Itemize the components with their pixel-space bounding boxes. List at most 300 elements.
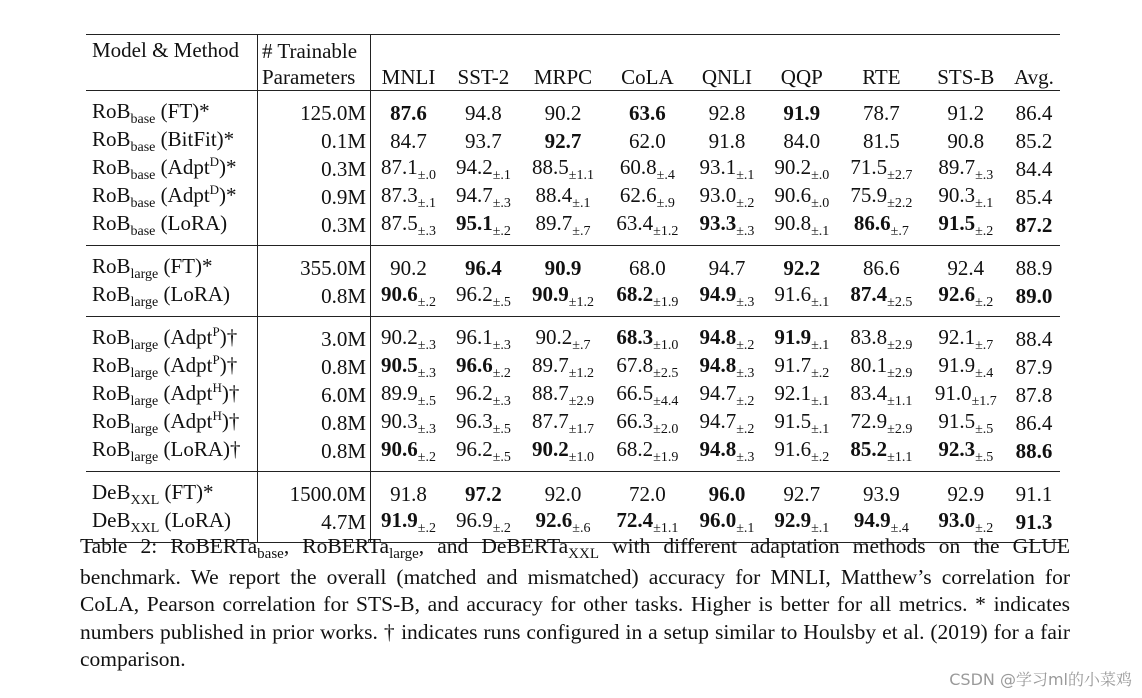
score-cell — [764, 437, 839, 465]
model-method-cell — [86, 381, 258, 409]
model-base: DeB — [92, 508, 131, 532]
score-cell — [371, 155, 447, 183]
score-value: 60.8 — [619, 155, 657, 179]
score-value: 94.2 — [455, 155, 493, 179]
score-value: 92.8 — [708, 100, 746, 125]
method-tail: )† — [219, 353, 238, 377]
score-std: ±1.0 — [568, 450, 594, 465]
model-size: large — [130, 450, 159, 465]
score-value: 89.9 — [381, 381, 418, 405]
gap-cell — [86, 317, 258, 325]
score-cell — [764, 353, 839, 381]
score-value: 94.7 — [699, 381, 737, 405]
score-value: 72.0 — [629, 481, 666, 506]
score-value: 90.2 — [390, 255, 427, 280]
score-value: 90.6 — [381, 282, 418, 306]
score-cell — [521, 409, 605, 437]
score-cell — [605, 183, 689, 211]
params-cell: 6.0M — [258, 381, 371, 409]
score-value: 87.5 — [381, 211, 418, 235]
header-task: STS-B — [937, 65, 995, 89]
score-cell — [839, 381, 923, 409]
score-cell — [446, 127, 521, 155]
model-method-cell — [86, 325, 258, 353]
model-base: RoB — [92, 211, 131, 235]
avg-cell — [1008, 282, 1060, 310]
score-value: 72.4 — [616, 508, 654, 532]
method-name: (FT)* — [160, 99, 210, 123]
row-gap — [86, 91, 1060, 99]
gap-cell — [258, 91, 371, 99]
score-cell — [839, 183, 923, 211]
model-method-cell — [86, 211, 258, 239]
score-value: 97.2 — [465, 481, 502, 506]
results-table-container — [86, 34, 1060, 543]
score-std: ±.1 — [736, 521, 755, 536]
method-name: (LoRA) — [164, 508, 232, 532]
method-tail: )* — [219, 183, 237, 207]
score-cell — [446, 155, 521, 183]
score-cell — [839, 282, 923, 310]
score-cell — [371, 437, 447, 465]
score-value: 68.0 — [629, 255, 666, 280]
score-cell — [690, 155, 765, 183]
score-value: 72.9 — [850, 409, 888, 433]
method-name: (Adpt — [163, 409, 213, 433]
score-cell — [371, 409, 447, 437]
score-value: 88.4 — [1015, 326, 1053, 351]
score-value: 91.1 — [1015, 481, 1053, 506]
score-cell — [605, 99, 689, 127]
score-value: 90.5 — [381, 353, 418, 377]
score-cell — [924, 508, 1008, 536]
avg-cell — [1008, 183, 1060, 211]
score-value: 96.4 — [465, 255, 502, 280]
table-row — [86, 183, 1060, 211]
model-size: large — [130, 295, 159, 310]
score-value: 93.9 — [863, 481, 900, 506]
model-size: large — [130, 422, 159, 437]
score-value: 80.1 — [850, 353, 888, 377]
score-std: ±.5 — [975, 422, 994, 437]
score-cell — [371, 127, 447, 155]
table-row — [86, 508, 1060, 536]
score-std: ±2.5 — [887, 295, 913, 310]
score-cell — [521, 183, 605, 211]
score-value: 75.9 — [850, 183, 888, 207]
score-std: ±2.7 — [887, 168, 913, 183]
model-method-cell — [86, 480, 258, 508]
score-value: 66.3 — [616, 409, 654, 433]
score-cell — [371, 211, 447, 239]
score-value: 68.3 — [616, 325, 654, 349]
score-cell — [764, 155, 839, 183]
model-base: RoB — [92, 381, 131, 405]
params-cell: 0.3M — [258, 211, 371, 239]
method-name: (Adpt — [160, 183, 210, 207]
method-name: (Adpt — [163, 353, 213, 377]
score-cell — [924, 353, 1008, 381]
score-cell — [924, 437, 1008, 465]
score-std: ±.3 — [736, 224, 755, 239]
score-value: 68.2 — [616, 437, 654, 461]
method-tail: )† — [219, 325, 238, 349]
caption-prefix: Table 2: RoBERTa — [80, 534, 258, 558]
model-method-cell — [86, 353, 258, 381]
score-value: 62.0 — [629, 128, 666, 153]
header-task-avg: Avg. — [1014, 65, 1054, 89]
score-value: 91.5 — [938, 409, 976, 433]
score-value: 96.2 — [455, 282, 493, 306]
score-cell — [605, 282, 689, 310]
score-value: 93.0 — [938, 508, 976, 532]
score-value: 87.6 — [390, 100, 427, 125]
score-value: 83.4 — [850, 381, 888, 405]
score-value: 88.5 — [532, 155, 569, 179]
score-cell — [839, 325, 923, 353]
score-cell — [924, 254, 1008, 282]
score-value: 90.8 — [774, 211, 812, 235]
score-value: 88.4 — [535, 183, 573, 207]
score-value: 91.0 — [934, 381, 972, 405]
score-cell — [521, 353, 605, 381]
score-std: ±4.4 — [653, 394, 679, 409]
score-cell — [839, 99, 923, 127]
model-size: large — [130, 338, 159, 353]
model-base: RoB — [92, 282, 131, 306]
score-std: ±.2 — [975, 295, 994, 310]
params-cell: 0.9M — [258, 183, 371, 211]
score-value: 92.7 — [544, 128, 582, 153]
score-std: ±.2 — [736, 196, 755, 211]
score-std: ±.2 — [736, 394, 755, 409]
score-value: 94.8 — [699, 325, 737, 349]
score-std: ±.2 — [417, 521, 436, 536]
score-std: ±.2 — [736, 338, 755, 353]
score-value: 90.3 — [938, 183, 976, 207]
score-std: ±2.9 — [568, 394, 594, 409]
score-cell — [764, 254, 839, 282]
score-std: ±.1 — [811, 521, 830, 536]
score-value: 96.6 — [455, 353, 493, 377]
score-value: 90.2 — [532, 437, 569, 461]
header-params — [258, 35, 371, 91]
score-cell — [690, 183, 765, 211]
avg-cell — [1008, 155, 1060, 183]
score-std: ±.1 — [811, 394, 830, 409]
gap-cell — [86, 91, 258, 99]
score-cell — [764, 183, 839, 211]
score-value: 86.4 — [1015, 100, 1053, 125]
score-std: ±.5 — [492, 295, 511, 310]
header-task: MRPC — [533, 65, 593, 89]
params-cell: 1500.0M — [258, 480, 371, 508]
score-value: 96.0 — [708, 481, 746, 506]
score-value: 93.0 — [699, 183, 737, 207]
score-cell — [690, 353, 765, 381]
score-std: ±2.0 — [653, 422, 679, 437]
score-std: ±.3 — [736, 450, 755, 465]
header-row — [86, 35, 1060, 91]
score-std: ±.1 — [811, 338, 830, 353]
score-cell — [371, 282, 447, 310]
score-value: 90.2 — [381, 325, 418, 349]
caption-sub-large: large — [389, 546, 419, 562]
score-std: ±1.2 — [568, 366, 594, 381]
score-std: ±.5 — [975, 450, 994, 465]
score-std: ±.3 — [492, 394, 511, 409]
method-name: (LoRA)† — [163, 437, 241, 461]
score-std: ±.1 — [811, 422, 830, 437]
params-cell: 0.8M — [258, 353, 371, 381]
table-row — [86, 211, 1060, 239]
score-std: ±.5 — [492, 422, 511, 437]
header-params-line1: # Trainable — [262, 39, 358, 63]
score-value: 96.2 — [455, 381, 493, 405]
score-value: 86.6 — [863, 255, 900, 280]
row-gap — [86, 246, 1060, 254]
model-size: XXL — [130, 521, 160, 536]
gap-cell — [258, 472, 371, 480]
avg-cell — [1008, 480, 1060, 508]
score-value: 92.4 — [947, 255, 985, 280]
score-std: ±1.1 — [887, 450, 913, 465]
score-value: 92.3 — [938, 437, 976, 461]
score-value: 87.9 — [1015, 354, 1053, 379]
model-method-cell — [86, 127, 258, 155]
score-value: 91.5 — [938, 211, 976, 235]
params-cell: 125.0M — [258, 99, 371, 127]
score-std: ±.4 — [656, 168, 675, 183]
score-std: ±.2 — [417, 450, 436, 465]
score-value: 96.0 — [699, 508, 737, 532]
score-value: 89.7 — [938, 155, 976, 179]
score-value: 90.3 — [381, 409, 418, 433]
caption-mid1: , RoBERTa — [283, 534, 390, 558]
score-std: ±.4 — [890, 521, 909, 536]
score-cell — [605, 409, 689, 437]
model-base: RoB — [92, 437, 131, 461]
header-model-method: Model & Method — [92, 38, 239, 62]
score-cell — [924, 155, 1008, 183]
score-cell — [924, 409, 1008, 437]
score-value: 93.7 — [465, 128, 502, 153]
score-std: ±.2 — [736, 422, 755, 437]
score-std: ±.3 — [417, 366, 436, 381]
model-method-cell — [86, 183, 258, 211]
score-value: 85.2 — [1015, 128, 1053, 153]
score-value: 92.6 — [535, 508, 573, 532]
model-size: base — [130, 168, 156, 183]
method-superscript: P — [212, 352, 220, 367]
score-std: ±.3 — [492, 196, 511, 211]
model-base: RoB — [92, 353, 131, 377]
score-std: ±2.2 — [887, 196, 913, 211]
score-value: 87.2 — [1015, 212, 1053, 237]
method-superscript: D — [209, 182, 220, 197]
score-value: 93.1 — [699, 155, 737, 179]
score-value: 83.8 — [850, 325, 888, 349]
score-value: 94.7 — [455, 183, 493, 207]
score-cell — [446, 480, 521, 508]
score-cell — [371, 381, 447, 409]
score-value: 81.5 — [863, 128, 900, 153]
score-value: 92.9 — [947, 481, 985, 506]
header-task: QQP — [780, 65, 823, 89]
table-row — [86, 409, 1060, 437]
header-task: CoLA — [621, 65, 674, 89]
score-value: 66.5 — [616, 381, 654, 405]
table-row — [86, 381, 1060, 409]
score-cell — [446, 325, 521, 353]
method-name: (Adpt — [163, 381, 213, 405]
score-value: 91.6 — [774, 437, 812, 461]
score-cell — [924, 480, 1008, 508]
score-cell — [371, 325, 447, 353]
score-value: 88.7 — [532, 381, 569, 405]
gap-cell — [371, 317, 1061, 325]
model-base: RoB — [92, 155, 131, 179]
score-value: 91.5 — [774, 409, 812, 433]
gap-cell — [371, 246, 1061, 254]
model-base: RoB — [92, 409, 131, 433]
score-cell — [764, 409, 839, 437]
score-value: 87.7 — [532, 409, 569, 433]
score-cell — [446, 409, 521, 437]
score-cell — [839, 437, 923, 465]
score-std: ±1.2 — [568, 295, 594, 310]
score-cell — [839, 254, 923, 282]
score-std: ±.2 — [417, 295, 436, 310]
score-std: ±.9 — [656, 196, 675, 211]
score-std: ±.3 — [417, 224, 436, 239]
score-std: ±.5 — [492, 450, 511, 465]
score-cell — [605, 353, 689, 381]
method-superscript: D — [209, 154, 220, 169]
score-value: 90.2 — [535, 325, 573, 349]
score-std: ±.6 — [572, 521, 591, 536]
table-row — [86, 480, 1060, 508]
score-cell — [605, 211, 689, 239]
score-cell — [690, 127, 765, 155]
gap-cell — [258, 317, 371, 325]
avg-cell — [1008, 381, 1060, 409]
score-value: 84.0 — [783, 128, 821, 153]
score-cell — [605, 325, 689, 353]
model-method-cell — [86, 508, 258, 536]
score-std: ±.3 — [975, 168, 994, 183]
score-value: 91.6 — [774, 282, 812, 306]
gap-cell — [371, 472, 1061, 480]
score-std: ±.4 — [975, 366, 994, 381]
score-value: 93.3 — [699, 211, 737, 235]
method-name: (FT)* — [164, 480, 214, 504]
score-cell — [371, 254, 447, 282]
caption-sub-base: base — [257, 546, 284, 562]
score-value: 96.1 — [455, 325, 493, 349]
method-name: (BitFit)* — [160, 127, 235, 151]
score-std: ±.2 — [492, 366, 511, 381]
score-value: 86.6 — [853, 211, 891, 235]
score-cell — [371, 508, 447, 536]
caption-rest: with different adaptation methods on the GLUE benchmark. We report the overall (matched and mismatched) accuracy for MNLI, Matthew’s correlation for CoLA, Pearson correlation for STS-B, and accuracy for other tasks. Higher is better for all metrics. * indicates numbers published in prior works. † indicates runs configured in a setup similar to Houlsby et al. (2019) for a fair comparison. — [80, 534, 1071, 672]
score-cell — [924, 325, 1008, 353]
table-row — [86, 155, 1060, 183]
score-std: ±1.1 — [568, 168, 594, 183]
score-cell — [839, 480, 923, 508]
score-value: 85.2 — [850, 437, 888, 461]
score-cell — [839, 353, 923, 381]
score-cell — [764, 127, 839, 155]
score-value: 92.2 — [783, 255, 821, 280]
csdn-watermark: CSDN @学习ml的小菜鸡 — [949, 670, 1132, 689]
score-std: ±.2 — [492, 521, 511, 536]
score-value: 78.7 — [863, 100, 900, 125]
gap-cell — [371, 91, 1061, 99]
score-cell — [521, 155, 605, 183]
model-base: RoB — [92, 325, 131, 349]
method-superscript: P — [212, 324, 220, 339]
score-value: 87.1 — [381, 155, 418, 179]
score-cell — [371, 183, 447, 211]
score-std: ±.1 — [492, 168, 511, 183]
score-cell — [690, 409, 765, 437]
score-value: 94.8 — [699, 437, 737, 461]
score-value: 90.9 — [532, 282, 569, 306]
params-cell: 0.8M — [258, 282, 371, 310]
score-cell — [371, 353, 447, 381]
score-cell — [521, 127, 605, 155]
header-task: MNLI — [381, 65, 436, 89]
score-std: ±.2 — [975, 224, 994, 239]
score-cell — [764, 508, 839, 536]
score-cell — [371, 99, 447, 127]
score-cell — [521, 437, 605, 465]
score-value: 87.8 — [1015, 382, 1053, 407]
method-tail: )† — [221, 381, 240, 405]
row-gap — [86, 317, 1060, 325]
score-cell — [521, 325, 605, 353]
score-std: ±.0 — [417, 168, 436, 183]
score-cell — [446, 353, 521, 381]
score-value: 91.9 — [938, 353, 976, 377]
score-value: 86.4 — [1015, 410, 1053, 435]
params-cell: 0.1M — [258, 127, 371, 155]
header-params-line2: Parameters — [262, 65, 356, 89]
avg-cell — [1008, 211, 1060, 239]
model-base: RoB — [92, 127, 131, 151]
header-task: RTE — [862, 65, 901, 89]
params-cell: 355.0M — [258, 254, 371, 282]
score-std: ±.5 — [417, 394, 436, 409]
gap-cell — [86, 472, 258, 480]
model-method-cell — [86, 99, 258, 127]
score-cell — [371, 480, 447, 508]
score-value: 92.7 — [783, 481, 821, 506]
score-value: 85.4 — [1015, 184, 1053, 209]
avg-cell — [1008, 353, 1060, 381]
score-std: ±1.7 — [568, 422, 594, 437]
score-std: ±.7 — [572, 338, 591, 353]
score-cell — [690, 508, 765, 536]
score-cell — [605, 480, 689, 508]
score-value: 91.8 — [390, 481, 427, 506]
score-cell — [839, 155, 923, 183]
params-cell: 0.8M — [258, 437, 371, 465]
score-std: ±.0 — [811, 196, 830, 211]
score-value: 90.6 — [774, 183, 812, 207]
glue-results-table — [86, 34, 1060, 543]
